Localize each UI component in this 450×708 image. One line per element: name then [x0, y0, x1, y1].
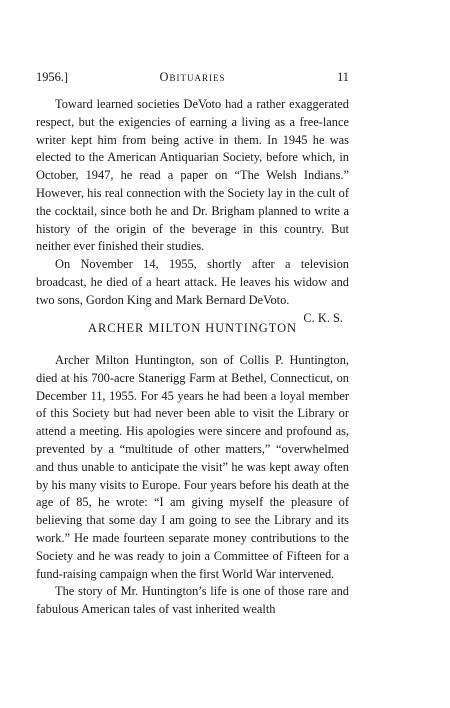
- paragraph: The story of Mr. Huntington’s life is one of those rare and fabulous American tales of vast inherited wealth: [36, 584, 349, 617]
- devoto-obituary-continuation: [36, 96, 349, 327]
- paragraph: Toward learned societies DeVoto had a rather exaggerated respect, but the exigencies of earning a living as a free-lance writer kept him from being active in them. In 1945 he was elected to the American Antiquarian Society, before which, in October, 1947, he read a paper on “The Welsh Indians.” However, his real connection with the Society lay in the cult of the cocktail, since both he and Dr. Brigham planned to write a history of the origin of the beverage in this country. But neither ever finished their studies.: [36, 97, 349, 254]
- huntington-obituary: [36, 352, 349, 619]
- header-section-title: Obituaries: [159, 70, 226, 84]
- running-header: [36, 70, 349, 86]
- header-year: 1956.]: [36, 70, 69, 84]
- paragraph: Archer Milton Huntington, son of Collis P. Huntington, died at his 700-acre Stanerigg Farm at Bethel, Connecticut, on December 11, 1955. For 45 years he had been a loyal member of this Society but had never been able to visit the Library or attend a meeting. His apologies were sincere and profound as, prevented by a “multitude of other matters,” “overwhelmed and thus unable to anticipate the visit” he was kept away often by his many visits to Europe. Four years before his death at the age of 85, he wrote: “I am giving myself the pleasure of believing that some day I am going to see the Library and its work.” He made fourteen separate money contributions to the Society and he was ready to join a Committee of Fifteen for a fund-raising campaign when the first World War intervened.: [36, 353, 349, 581]
- obituary-title: ARCHER MILTON HUNTINGTON: [88, 321, 297, 335]
- page-number: 11: [337, 70, 349, 84]
- author-initials: C. K. S.: [303, 310, 343, 325]
- paragraph: On November 14, 1955, shortly after a television broadcast, he died of a heart attack. He leaves his widow and two sons, Gordon King and Mark Bernard DeVoto.: [36, 257, 349, 307]
